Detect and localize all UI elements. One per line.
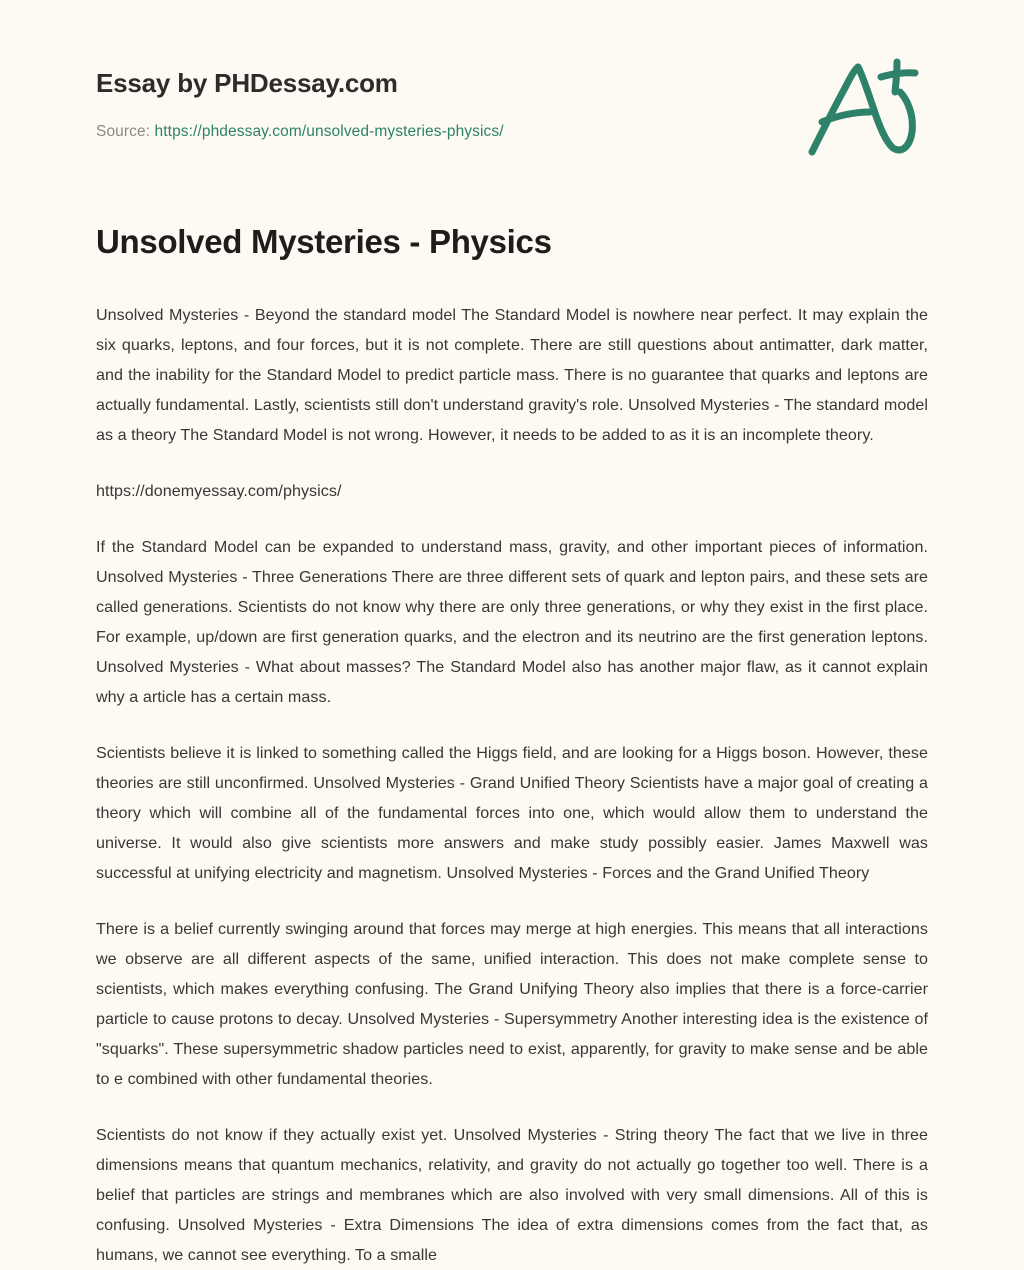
page-header — [96, 0, 928, 143]
source-label: Source: — [96, 123, 151, 141]
paragraph-3: If the Standard Model can be expanded to understand mass, gravity, and other important pieces of information. Unsolved Mysteries - Three Generations There are three different sets of quark and lepton pairs, and these sets are called generations. Scientists do not know why there are only three generations, or why they exist in the first place. For example, up/down are first generation quarks, and the electron and its neutrino are the first generation leptons. Unsolved Mysteries - What about masses? The Standard Model also has another major flaw, as it cannot explain why a article has a certain mass. — [96, 538, 928, 707]
paragraph-5: There is a belief currently swinging around that forces may merge at high energies. This means that all interactions we observe are all different aspects of the same, unified interaction. This does not make complete sense to scientists, which makes everything confusing. The Grand Unifying Theory also implies that there is a force-carrier particle to cause protons to decay. Unsolved Mysteries - Supersymmetry Another interesting idea is the existence of "squarks". These supersymmetric shadow particles need to exist, apparently, for gravity to make sense and be able to e combined with other fundamental theories. — [96, 920, 928, 1089]
paragraph-4: Scientists believe it is linked to something called the Higgs field, and are looking for a Higgs boson. However, these theories are still unconfirmed. Unsolved Mysteries - Grand Unified Theory Scientists have a major goal of creating a theory which will combine all of the fundamental forces into one, which would allow them to understand the universe. It would also give scientists more answers and make study possibly easier. James Maxwell was successful at unifying electricity and magnetism. Unsolved Mysteries - Forces and the Grand Unified Theory — [96, 744, 928, 883]
paragraph-1: Unsolved Mysteries - Beyond the standard model The Standard Model is nowhere near perfect. It may explain the six quarks, leptons, and four forces, but it is not complete. There are still questions about antimatter, dark matter, and the inability for the Standard Model to predict particle mass. There is no guarantee that quarks and leptons are actually fundamental. Lastly, scientists still don't understand gravity's role. Unsolved Mysteries - The standard model as a theory The Standard Model is not wrong. However, it needs to be added to as it is an incomplete theory. — [96, 306, 928, 445]
source-line — [96, 121, 928, 143]
page-title: Unsolved Mysteries - Physics — [96, 222, 552, 260]
paragraph-6: Scientists do not know if they actually exist yet. Unsolved Mysteries - String theory The fact that we live in three dimensions means that quantum mechanics, relativity, and gravity do not actually go together too well. There is a belief that particles are strings and membranes which are also involved with very small dimensions. All of this is confusing. Unsolved Mysteries - Extra Dimensions The idea of extra dimensions comes from the fact that, as humans, we cannot see everything. To a smalle — [96, 1126, 928, 1265]
brand-title: Essay by PHDessay.com — [96, 68, 398, 98]
essay-body — [96, 300, 928, 1270]
paragraph-2-inline-url: https://donemyessay.com/physics/ — [96, 482, 342, 501]
source-url-link[interactable]: https://phdessay.com/unsolved-mysteries-physics/ — [154, 123, 504, 141]
